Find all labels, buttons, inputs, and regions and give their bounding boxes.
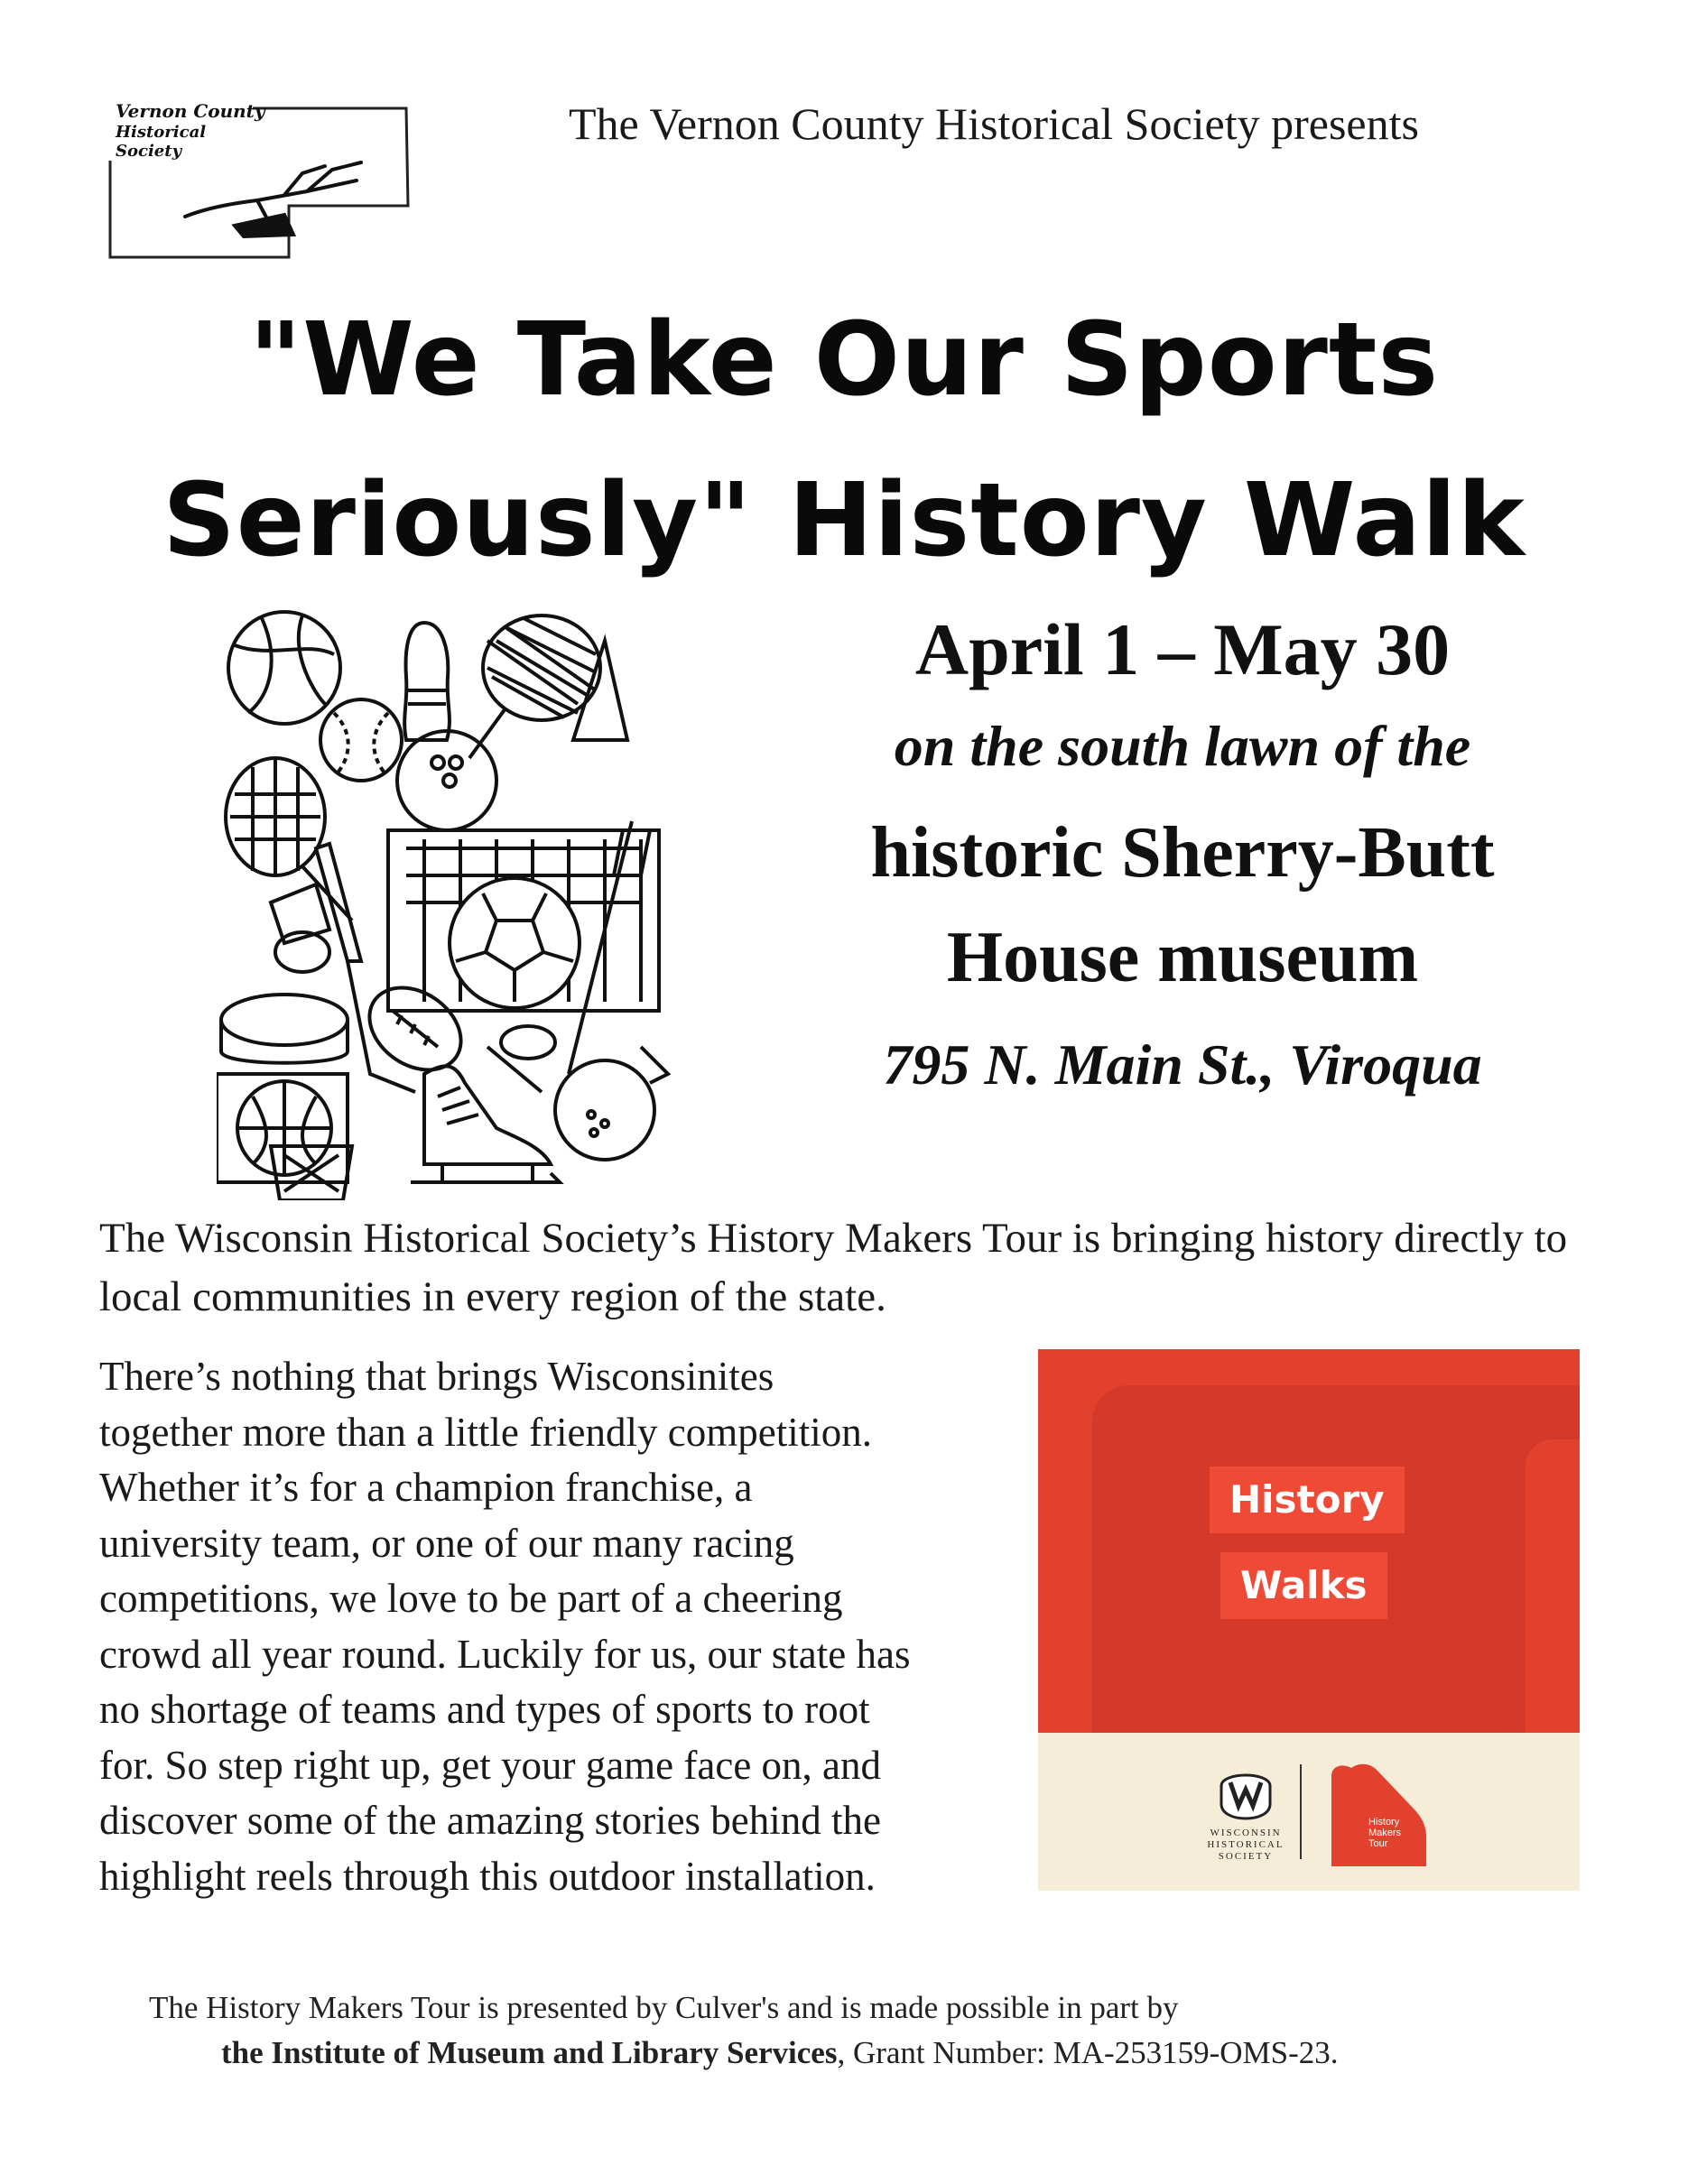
footer-credit-line-1: The History Makers Tour is presented by Culver's and is made possible in part by xyxy=(149,1990,1179,2025)
sports-equipment-illustration xyxy=(217,605,722,1200)
history-label: History xyxy=(1210,1467,1405,1533)
logo-text-line2: Historical xyxy=(116,123,207,142)
footer-grant-number: , Grant Number: MA-253159-OMS-23. xyxy=(837,2035,1339,2070)
event-venue xyxy=(799,800,1566,1010)
golf-club-icon xyxy=(487,1026,555,1092)
event-address: 795 N. Main St., Viroqua xyxy=(883,1032,1482,1097)
football-icon xyxy=(354,971,477,1087)
walks-label: Walks xyxy=(1220,1552,1387,1619)
hockey-stick-icon xyxy=(316,844,415,1092)
ice-skate-icon xyxy=(411,1066,560,1182)
graphic-cream-panel xyxy=(1038,1733,1580,1891)
plow-icon xyxy=(185,162,361,236)
tennis-racket-icon xyxy=(469,615,600,758)
body-line: for. So step right up, get your game face on, and xyxy=(99,1742,882,1788)
whs-line-2: HISTORICAL xyxy=(1207,1839,1285,1850)
body-line: crowd all year round. Luckily for us, our state has xyxy=(99,1631,911,1677)
hmt-line-1: History xyxy=(1368,1817,1400,1828)
body-line: highlight reels through this outdoor installation. xyxy=(99,1853,876,1899)
vernon-county-logo xyxy=(99,90,424,271)
presents-text: The Vernon County Historical Society presents xyxy=(569,98,1419,149)
body-paragraph xyxy=(99,1349,1038,1904)
hmt-line-2: Makers xyxy=(1368,1828,1402,1838)
body-line: There’s nothing that brings Wisconsinites xyxy=(99,1354,774,1399)
graphic-corner-shape xyxy=(1526,1439,1580,1733)
shuttlecock-icon xyxy=(271,884,329,972)
logo-text-line3: Society xyxy=(116,142,182,161)
volleyball-icon xyxy=(228,612,340,724)
bowling-ball-icon xyxy=(397,731,496,830)
body-line: no shortage of teams and types of sports to root xyxy=(99,1687,870,1732)
history-makers-tour-wordmark xyxy=(1368,1817,1423,1849)
venue-line-1: historic Sherry-Butt xyxy=(870,813,1495,893)
history-makers-tour-logo-icon xyxy=(1331,1763,1426,1866)
body-line: discover some of the amazing stories behind the xyxy=(99,1798,882,1843)
hmt-line-3: Tour xyxy=(1368,1838,1388,1849)
wisconsin-historical-society-badge-icon xyxy=(1214,1761,1277,1824)
body-line: Whether it’s for a champion franchise, a xyxy=(99,1465,753,1510)
baseball-icon xyxy=(320,699,402,781)
event-info xyxy=(799,600,1566,1106)
page-title xyxy=(99,280,1589,601)
body-line: together more than a little friendly competition. xyxy=(99,1409,872,1455)
wisconsin-historical-society-wordmark xyxy=(1178,1828,1313,1863)
history-walks-graphic xyxy=(1038,1349,1580,1891)
body-line: university team, or one of our many racing xyxy=(99,1520,794,1566)
basketball-hoop-icon xyxy=(217,1074,352,1200)
hockey-puck-icon xyxy=(221,995,348,1063)
title-line-1: "We Take Our Sports xyxy=(248,301,1440,419)
logo-divider xyxy=(1300,1764,1302,1859)
event-location-lead: on the south lawn of the xyxy=(894,714,1471,778)
venue-line-2: House museum xyxy=(946,918,1419,997)
whs-line-1: WISCONSIN xyxy=(1210,1828,1282,1838)
bowling-pin-icon xyxy=(404,623,450,740)
soccer-ball-icon xyxy=(450,878,580,1008)
title-line-2: Seriously" History Walk xyxy=(162,462,1526,579)
logo-text-line1: Vernon County xyxy=(116,100,265,122)
footer-funder-name: the Institute of Museum and Library Services xyxy=(221,2035,838,2070)
footer-credit-line-2 xyxy=(221,2035,1620,2071)
event-dates: April 1 – May 30 xyxy=(914,608,1451,690)
whs-line-3: SOCIETY xyxy=(1218,1851,1274,1862)
body-line: competitions, we love to be part of a cheering xyxy=(99,1576,843,1621)
intro-paragraph: The Wisconsin Historical Society’s History Makers Tour is bringing history directly to local communities in every region of the state. xyxy=(99,1215,1568,1320)
